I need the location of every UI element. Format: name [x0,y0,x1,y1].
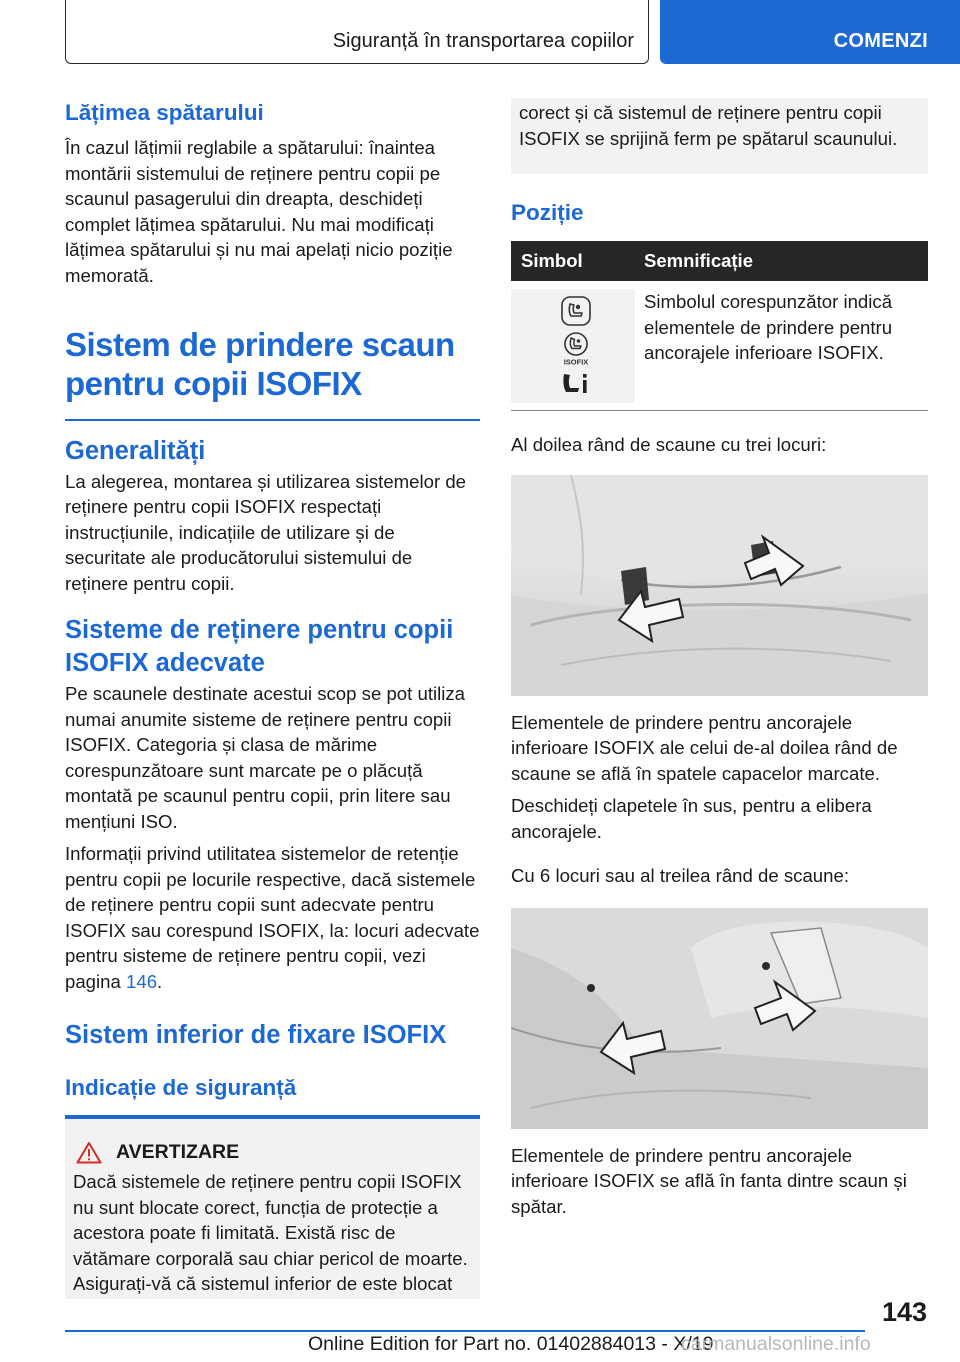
third-row-photo [511,908,928,1129]
six-seats-intro: Cu 6 locuri sau al treilea rând de scaune: [511,865,849,886]
header-chapter-box [65,0,649,64]
safety-heading: Indicație de siguranță [65,1075,297,1100]
main-title: Sistem de prindere scaun pentru copii ISOFIX [65,326,455,402]
general-heading: Generalități [65,436,206,465]
table-row-meaning: Simbolul corespunzător indică elementele de prindere pentru ancorajele inferioare ISOFIX. [644,291,893,363]
warning-title-row [73,1139,472,1165]
warning-continuation-box [511,98,928,174]
child-seat-icon [561,296,591,326]
warning-text: Dacă sistemele de reținere pentru copii ISOFIX nu sunt blocate corect, funcția de protecție a acestora poate fi limitată. Există risc de vătămare corporală sau chiar pericol de moarte. Asigurați-vă că sistemul inferior de este blocat [73,1171,468,1294]
lower-anchorage-heading: Sistem inferior de fixare ISOFIX [65,1021,447,1049]
suitable-text-2-end: . [157,970,163,992]
title-rule [65,419,480,421]
page-146-link[interactable]: 146 [126,970,158,992]
third-row-seat-illustration [511,908,928,1129]
symbol-table [511,241,928,411]
table-col-symbol: Simbol [521,250,583,271]
suitable-text-1: Pe scaunele destinate acestui scop se pot utiliza numai anumite sisteme de reținere pentru copii ISOFIX. Categoria și clasa de mărime corespunzătoare sunt marcate pe o plăcuță montată pe scaunul pentru copii, prin litere sau mențiuni ISO. [65,683,466,832]
warning-triangle-icon [76,1141,102,1164]
warning-title: AVERTIZARE [116,1140,240,1163]
position-heading: Poziție [511,200,584,225]
second-row-photo [511,475,928,696]
footer-edition: Online Edition for Part no. 01402884013 - X/19 [308,1333,714,1355]
footer-watermark: carmanualsonline.info [681,1333,871,1355]
chapter-title: Siguranță în transportarea copiilor [332,30,634,52]
second-row-seat-illustration [511,475,928,696]
second-row-intro: Al doilea rând de scaune cu trei locuri: [511,434,827,455]
six-seats-caption: Elementele de prindere pentru ancorajele inferioare ISOFIX se află în fanta dintre scaun și spătar. [511,1144,907,1217]
suitable-text-2 [65,841,480,994]
backrest-width-heading: Lățimea spătarului [65,100,264,125]
section-tab-label: COMENZI [833,30,928,52]
table-row [511,281,928,411]
isofix-label: ISOFIX [563,357,589,366]
second-row-caption-2: Deschideți clapetele în sus, pentru a elibera ancorajele. [511,795,872,842]
table-header [511,241,928,281]
right-column [511,98,928,1219]
page-number: 143 [881,1297,927,1327]
footer-rule [65,1330,865,1332]
isofix-child-seat-icon [561,332,591,366]
warning-continuation-text: corect și că sistemul de reținere pentru copii ISOFIX se sprijină ferm pe spătarul scaunului. [519,102,898,149]
second-row-caption-1: Elementele de prindere pentru ancorajele inferioare ISOFIX ale celui de-al doilea rând de scaune se află în spatele capacelor marcate. [511,711,898,784]
section-tab[interactable] [660,0,960,64]
left-column [65,98,480,1299]
warning-box [65,1115,480,1299]
isofix-symbols [511,289,635,403]
suitable-heading: Sisteme de reținere pentru copii ISOFIX adecvate [65,616,454,677]
general-text: La alegerea, montarea și utilizarea sistemelor de reținere pentru copii ISOFIX respectați instrucțiunile, indicațiile de utilizare și de securitate ale producătorului sistemului de reținere pentru copii. [65,470,467,594]
isofix-info-icon [561,368,591,398]
backrest-width-text: În cazul lățimii reglabile a spătarului: înaintea montării sistemului de reținere pentru copii pe scaunul pasagerului din dreapta, deschideți complet lățimea spătarului. Nu mai modificați lățimea spătarului și nu mai apelați nicio poziție memorată. [65,137,453,286]
suitable-text-2-body: Informații privind utilitatea sistemelor de retenție pentru copii pe locurile respective, dacă sistemele de reținere pentru copii sunt adecvate pentru ISOFIX sau corespund ISOFIX, la: locuri adecvate pentru sisteme de reținere pentru copii, vezi pagina [65,843,480,992]
table-col-meaning: Semnificație [644,250,753,271]
